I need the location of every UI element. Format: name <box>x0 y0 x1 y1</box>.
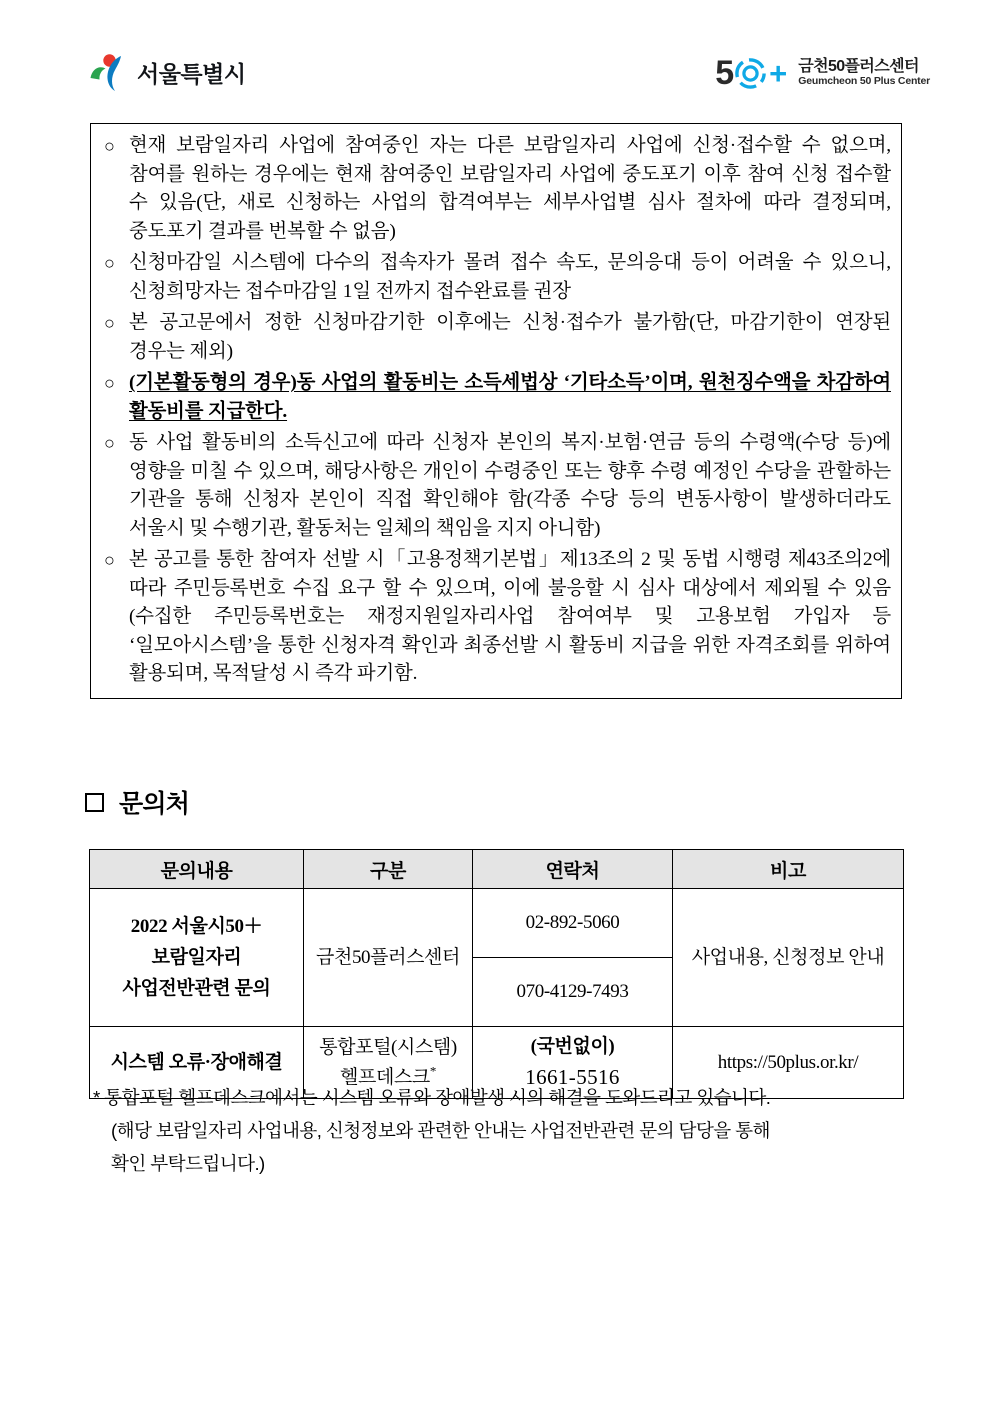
footnote-line-3: 확인 부탁드립니다.) <box>111 1153 265 1174</box>
notice-bullet-6 <box>101 546 891 689</box>
page-title: 문의처 <box>119 790 190 818</box>
footnote-line-1 <box>93 1081 908 1114</box>
column-header-remark: 비고 <box>673 850 904 889</box>
contact-section-heading <box>85 784 189 820</box>
seoul-city-logo <box>88 52 246 92</box>
seoul-city-emblem-icon <box>88 52 130 92</box>
geumcheon-50plus-wordmark <box>798 58 930 88</box>
cell-remark-1: 사업내용, 신청정보 안내 <box>673 889 904 1027</box>
notice-bullet-5 <box>101 429 891 543</box>
notice-bullet-text: 본 공고를 통한 참여자 선발 시「고용정책기본법」제13조의 2 및 동법 시행령 제43조의2에 따라 주민등록번호 수집 요구 할 수 있으며, 이에 불응할 시 심사 대상에서 제외될 수 있음(수집한 주민등록번호는 재정지원일자리사업 참여여부 및 고용보험 가입자 등 ‘일모아시스템’을 통한 신청자격 확인과 최종선발 시 활동비 지급을 위한 자격조회를 위하여 활용되며, 목적달성 시 즉각 파기함. <box>129 549 891 684</box>
notice-bullet-text: (기본활동형의 경우)동 사업의 활동비는 소득세법상 ‘기타소득’이며, 원천징수액을 차감하여 활동비를 지급한다. <box>129 372 891 422</box>
bullet-circle-icon: ○ <box>104 253 115 273</box>
cell-phone-primary: 02-892-5060 <box>473 889 673 958</box>
notice-bullet-text: 신청마감일 시스템에 다수의 접속자가 몰려 접수 속도, 문의응대 등이 어려울 수 있으니, 신청희망자는 접수마감일 1일 전까지 접수완료를 권장 <box>129 252 891 302</box>
footnote-block <box>93 1081 908 1180</box>
table-row <box>90 889 904 958</box>
empty-square-bullet-icon <box>85 793 104 812</box>
cell-inquiry-1 <box>90 889 304 1027</box>
inquiry-line-3: 사업전반관련 문의 <box>122 978 271 999</box>
notice-bullet-1 <box>101 132 891 246</box>
page-header <box>0 52 992 110</box>
notice-bullet-text: 동 사업 활동비의 소득신고에 따라 신청자 본인의 복지·보험·연금 등의 수령액(수당 등)에 영향을 미칠 수 있으며, 해당사항은 개인이 수령중인 또는 향후 수령 예정인 수당을 관할하는 기관을 통해 신청자 본인이 직접 확인해야 함(각종 수당 등의 변동사항이 발생하더라도 서울시 및 수행기관, 활동처는 일체의 책임을 지지 아니함) <box>129 432 891 539</box>
division-line-1: 통합포털(시스템) <box>319 1036 457 1058</box>
column-header-division: 구분 <box>304 850 473 889</box>
footnote-marker-icon: * <box>429 1063 436 1079</box>
cell-remark-url: https://50plus.or.kr/ <box>673 1027 904 1099</box>
division-line-2: 헬프데스크 <box>340 1066 430 1088</box>
notice-box <box>90 123 902 699</box>
column-header-contact: 연락처 <box>473 850 673 889</box>
cell-inquiry-2: 시스템 오류·장애해결 <box>90 1027 304 1099</box>
seoul-city-logo-text: 서울특별시 <box>137 60 246 87</box>
fifty-plus-plus-glyph: + <box>769 55 788 91</box>
footnote-line-2: (해당 보람일자리 사업내용, 신청정보와 관련한 안내는 사업전반관련 문의 담당을 통해 <box>111 1120 770 1141</box>
notice-bullet-text: 현재 보람일자리 사업에 참여중인 자는 다른 보람일자리 사업에 신청·접수할 수 없으며, 참여를 원하는 경우에는 현재 참여중인 보람일자리 사업에 중도포기 이후 참여 신청 접수할 수 있음(단, 새로 신청하는 사업의 합격여부는 세부사업별 심사 절차에 따라 결정되며, 중도포기 결과를 번복할 수 없음) <box>129 135 891 242</box>
footnote-marker: * <box>93 1087 100 1108</box>
contact-number: 1661-5516 <box>525 1065 620 1089</box>
inquiry-line-2: 보람일자리 <box>151 947 242 968</box>
center-name-korean: 금천50플러스센터 <box>798 58 919 76</box>
geumcheon-50plus-logo <box>715 54 930 92</box>
inquiry-line-1: 2022 서울시50＋ <box>130 916 263 937</box>
contact-table <box>89 849 904 1099</box>
fifty-plus-mark <box>715 54 787 92</box>
footnote-text-1: 통합포털 헬프데스크에서는 시스템 오류와 장애발생 시의 해결을 도와드리고 있습니다. <box>104 1087 771 1108</box>
bullet-circle-icon: ○ <box>104 550 115 570</box>
bullet-circle-icon: ○ <box>104 136 115 156</box>
fifty-plus-five-glyph: 5 <box>715 54 734 92</box>
notice-bullet-2 <box>101 249 891 306</box>
cell-phone-secondary: 070-4129-7493 <box>473 958 673 1027</box>
contact-note: (국번없이) <box>530 1036 615 1057</box>
cell-division-1: 금천50플러스센터 <box>304 889 473 1027</box>
center-name-english: Geumcheon 50 Plus Center <box>798 75 930 88</box>
notice-bullet-4-emphasized <box>101 369 891 426</box>
bullet-circle-icon: ○ <box>104 373 115 393</box>
table-header-row <box>90 850 904 889</box>
notice-bullet-3 <box>101 309 891 366</box>
notice-bullet-text: 본 공고문에서 정한 신청마감기한 이후에는 신청·접수가 불가함(단, 마감기한이 연장된 경우는 제외) <box>129 312 891 362</box>
fifty-plus-circle-icon <box>734 57 767 90</box>
bullet-circle-icon: ○ <box>104 433 115 453</box>
bullet-circle-icon: ○ <box>104 313 115 333</box>
column-header-inquiry: 문의내용 <box>90 850 304 889</box>
